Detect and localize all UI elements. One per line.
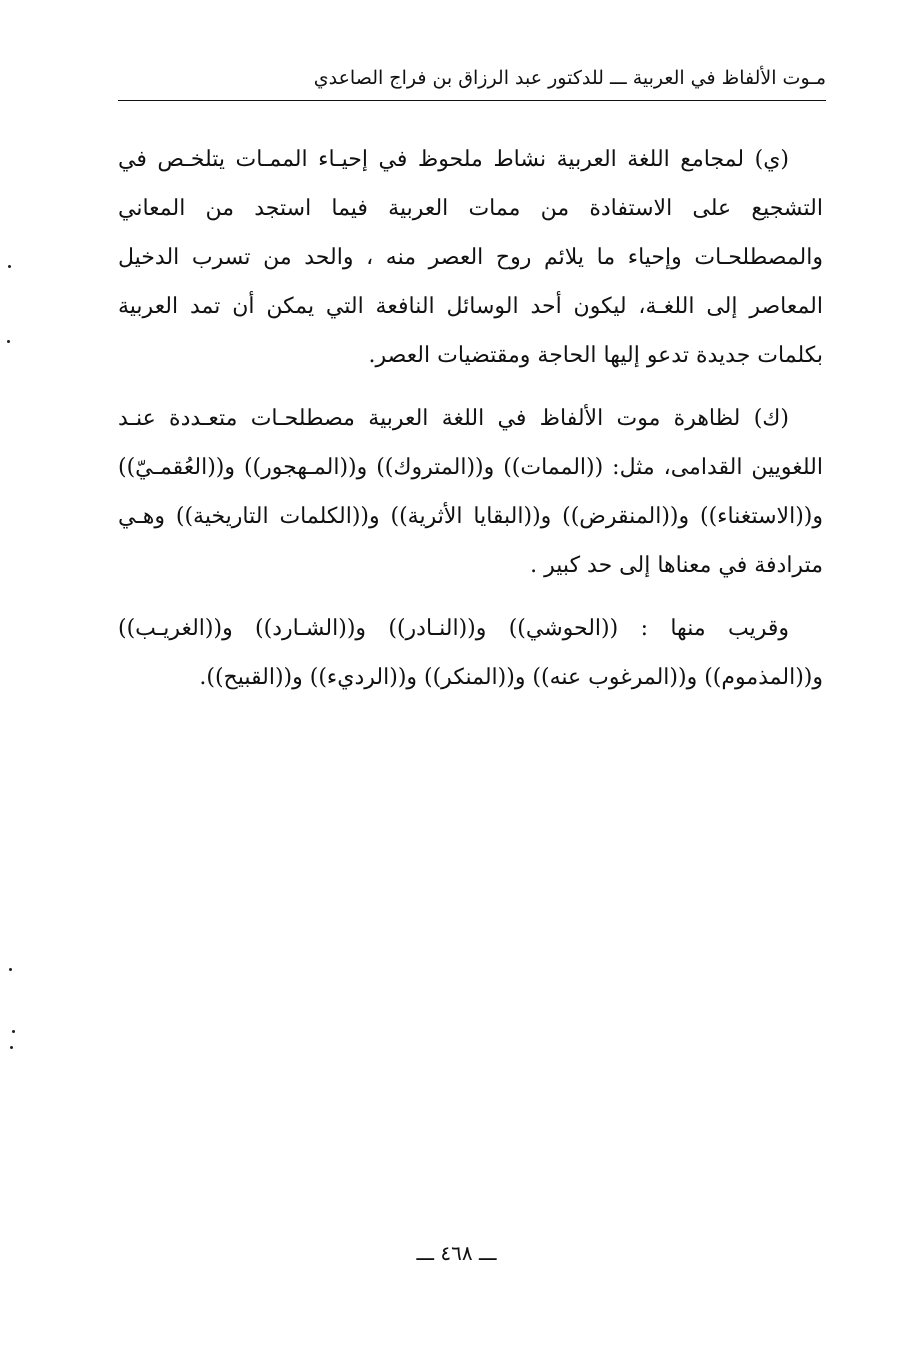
scan-speck	[10, 1046, 13, 1049]
scan-speck	[8, 265, 11, 268]
paragraph-kaf: (ك) لظاهرة موت الألفاظ في اللغة العربية مصطلحـات متعـددة عنـد اللغويين القدامى، مثل: ((الممات)) و((المتروك)) و((المـهجور)) و((العُقمـيّ)) و((الاستغناء)) و((المنقرض)) و((البقايا الأثرية)) و((الكلمات التاريخية)) وهـي مترادفة في معناها إلى حد كبير .	[118, 406, 823, 578]
paragraph-ya: (ي) لمجامع اللغة العربية نشاط ملحوظ في إحيـاء الممـات يتلخـص في التشجيع على الاستفادة من ممات العربية فيما استجد من المعاني والمصطلحـات وإحياء ما يلائم روح العصر منه ، والحد من تسرب الدخيل المعاصر إلى اللغـة، ليكون أحد الوسائل النافعة التي يمكن أن تمد العربية بكلمات جديدة تدعو إليها الحاجة ومقتضيات العصر.	[118, 147, 823, 368]
header-rule	[118, 100, 826, 101]
page-number: ـــ ٤٦٨ ـــ	[416, 1241, 497, 1265]
scan-speck	[12, 1030, 15, 1033]
body-text	[118, 135, 823, 702]
paragraph-related-terms: وقريب منها : ((الحوشي)) و((النـادر)) و((الشـارد)) و((الغريـب)) و((المذموم)) و((المرغوب عنه)) و((المنكر)) و((الرديء)) و((القبيح)).	[118, 616, 823, 690]
scan-speck	[9, 968, 12, 971]
scan-speck	[7, 340, 10, 343]
running-header: مـوت الألفاظ في العربية ـــ للدكتور عبد الرزاق بن فراج الصاعدي	[313, 67, 826, 89]
